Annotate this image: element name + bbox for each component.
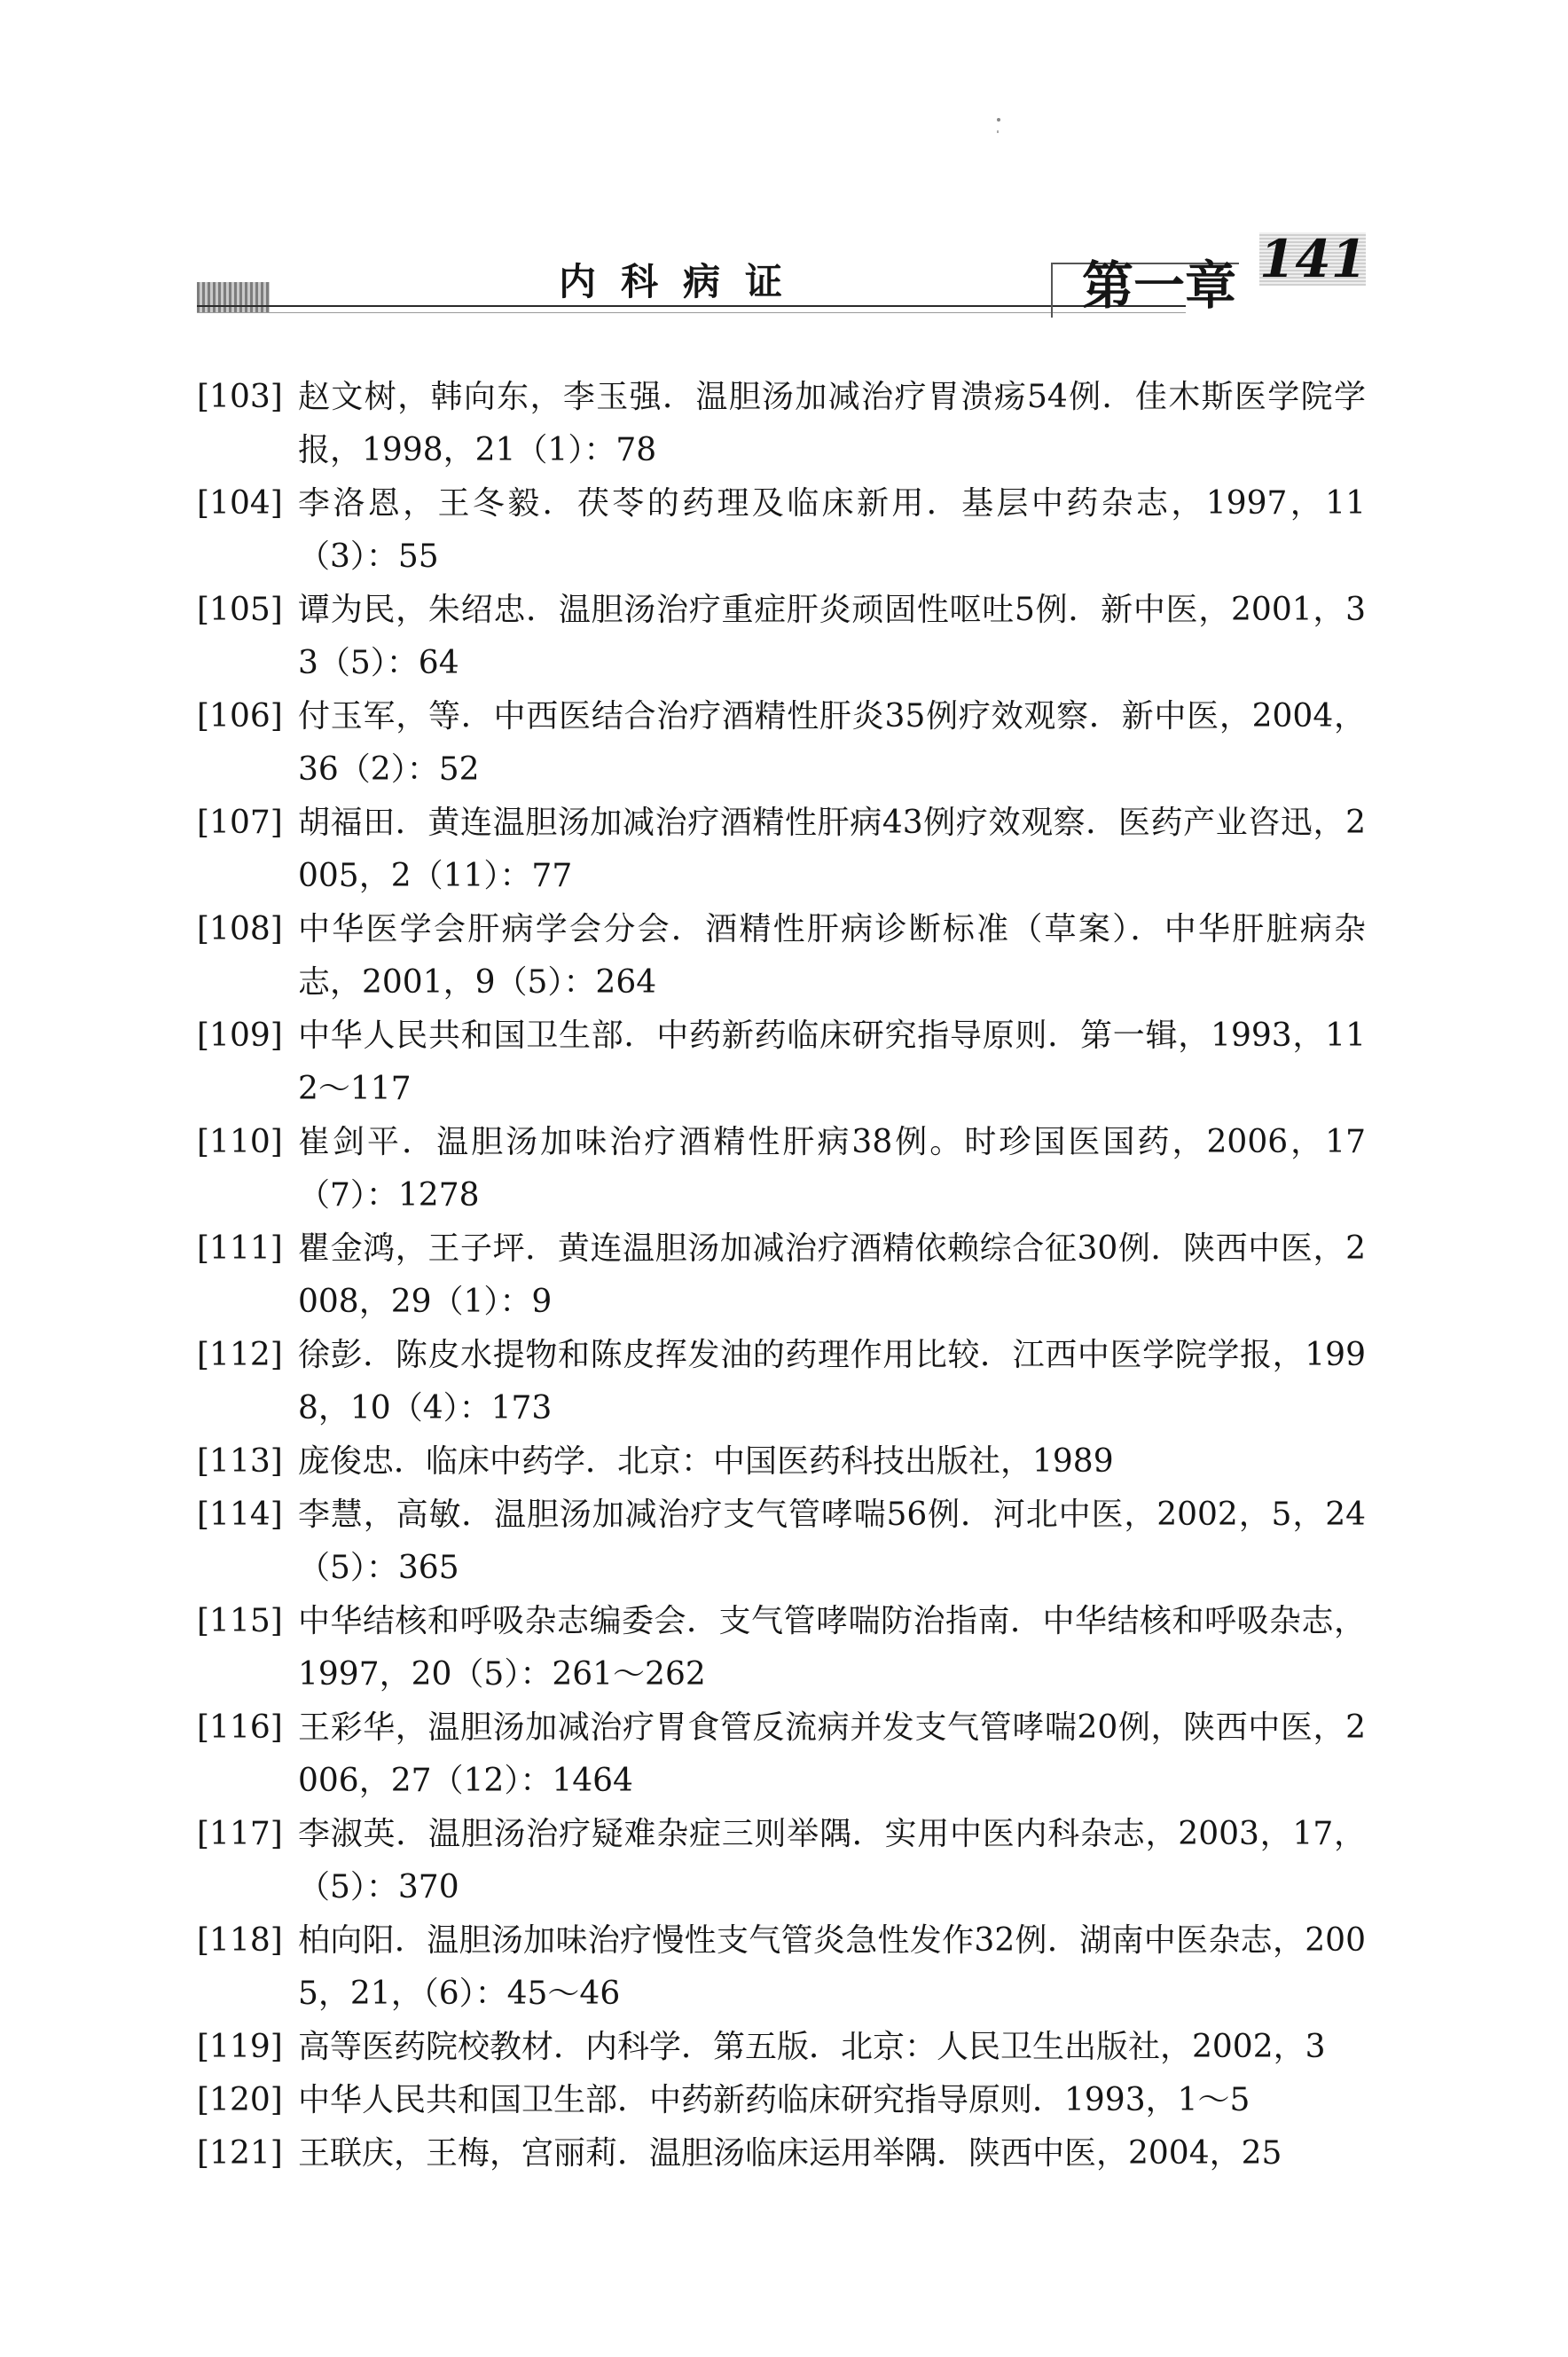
reference-item: [197, 1329, 1366, 1435]
running-head: 内科病证: [558, 260, 807, 303]
reference-text: 高等医药院校教材．内科学．第五版．北京：人民卫生出版社，2002，3: [298, 2029, 1326, 2065]
reference-number: [117]: [197, 1816, 283, 1852]
reference-item: [197, 477, 1366, 584]
reference-item: [197, 584, 1366, 690]
header-decor-block: [197, 282, 270, 312]
reference-number: [118]: [197, 1922, 283, 1959]
reference-number: [121]: [197, 2135, 283, 2172]
reference-item: [197, 1701, 1366, 1808]
reference-number: [112]: [197, 1337, 283, 1373]
reference-text: 李洛恩，王冬毅．茯苓的药理及临床新用．基层中药杂志，1997，11（3）：55: [298, 485, 1366, 575]
reference-text: 王彩华，温胆汤加减治疗胃食管反流病并发支气管哮喘20例，陕西中医，2006，27（12）：1464: [298, 1709, 1366, 1799]
reference-number: [120]: [197, 2082, 283, 2118]
reference-text: 徐彭．陈皮水提物和陈皮挥发油的药理作用比较．江西中医学院学报，1998，10（4）：173: [298, 1337, 1366, 1426]
reference-text: 崔剑平．温胆汤加味治疗酒精性肝病38例。时珍国医国药，2006，17（7）：1278: [298, 1124, 1366, 1214]
reference-item: [197, 1222, 1366, 1329]
page-number: 141: [1259, 229, 1368, 289]
reference-number: [103]: [197, 379, 283, 415]
reference-list: [197, 371, 1366, 2180]
reference-text: 王联庆，王梅，宫丽莉．温胆汤临床运用举隅．陕西中医，2004，25: [298, 2135, 1282, 2172]
reference-text: 中华医学会肝病学会分会．酒精性肝病诊断标准（草案）．中华肝脏病杂志，2001，9（5）：264: [298, 911, 1366, 1001]
reference-item: [197, 1808, 1366, 1914]
reference-text: 中华人民共和国卫生部．中药新药临床研究指导原则．第一辑，1993，112～117: [298, 1017, 1366, 1107]
reference-item: [197, 690, 1366, 797]
reference-number: [114]: [197, 1497, 283, 1533]
reference-item: [197, 797, 1366, 903]
reference-text: 瞿金鸿，王子坪．黄连温胆汤加减治疗酒精依赖综合征30例．陕西中医，2008，29（1）：9: [298, 1230, 1366, 1320]
reference-number: [108]: [197, 911, 283, 947]
reference-text: 赵文树，韩向东，李玉强．温胆汤加减治疗胃溃疡54例．佳木斯医学院学报，1998，21（1）：78: [298, 379, 1366, 468]
reference-item: [197, 1595, 1366, 1701]
reference-number: [109]: [197, 1017, 283, 1054]
reference-text: 胡福田．黄连温胆汤加减治疗酒精性肝病43例疗效观察．医药产业咨迅，2005，2（11）：77: [298, 805, 1366, 894]
reference-number: [111]: [197, 1230, 283, 1267]
reference-item: [197, 1116, 1366, 1222]
reference-text: 谭为民，朱绍忠．温胆汤治疗重症肝炎顽固性呕吐5例．新中医，2001，33（5）：64: [298, 592, 1366, 681]
page-header: [0, 0, 1568, 355]
reference-item: [197, 2127, 1366, 2180]
reference-number: [115]: [197, 1603, 283, 1639]
reference-text: 李淑英．温胆汤治疗疑难杂症三则举隅．实用中医内科杂志，2003，17，（5）：370: [298, 1816, 1366, 1905]
reference-item: [197, 2074, 1366, 2127]
reference-item: [197, 1010, 1366, 1116]
reference-number: [119]: [197, 2029, 283, 2065]
reference-item: [197, 903, 1366, 1010]
chapter-title: 第一章: [1082, 255, 1237, 316]
reference-text: 付玉军，等．中西医结合治疗酒精性肝炎35例疗效观察．新中医，2004，36（2）：52: [298, 698, 1366, 788]
reference-item: [197, 1489, 1366, 1595]
reference-item: [197, 1914, 1366, 2021]
reference-number: [110]: [197, 1124, 283, 1160]
header-rule-thin: [197, 312, 1186, 313]
reference-text: 中华结核和呼吸杂志编委会．支气管哮喘防治指南．中华结核和呼吸杂志，1997，20（5）：261～262: [298, 1603, 1366, 1693]
reference-item: [197, 371, 1366, 477]
reference-number: [107]: [197, 805, 283, 841]
reference-text: 中华人民共和国卫生部．中药新药临床研究指导原则．1993，1～5: [298, 2082, 1250, 2118]
reference-number: [116]: [197, 1709, 283, 1746]
reference-item: [197, 2021, 1366, 2074]
reference-text: 李慧，高敏．温胆汤加减治疗支气管哮喘56例．河北中医，2002，5，24（5）：365: [298, 1497, 1366, 1586]
reference-number: [104]: [197, 485, 283, 522]
reference-number: [113]: [197, 1443, 283, 1480]
reference-number: [106]: [197, 698, 283, 735]
reference-number: [105]: [197, 592, 283, 628]
reference-text: 庞俊忠．临床中药学．北京：中国医药科技出版社，1989: [298, 1443, 1114, 1480]
reference-item: [197, 1435, 1366, 1489]
reference-text: 柏向阳．温胆汤加味治疗慢性支气管炎急性发作32例．湖南中医杂志，2005，21，（6）：45～46: [298, 1922, 1366, 2012]
